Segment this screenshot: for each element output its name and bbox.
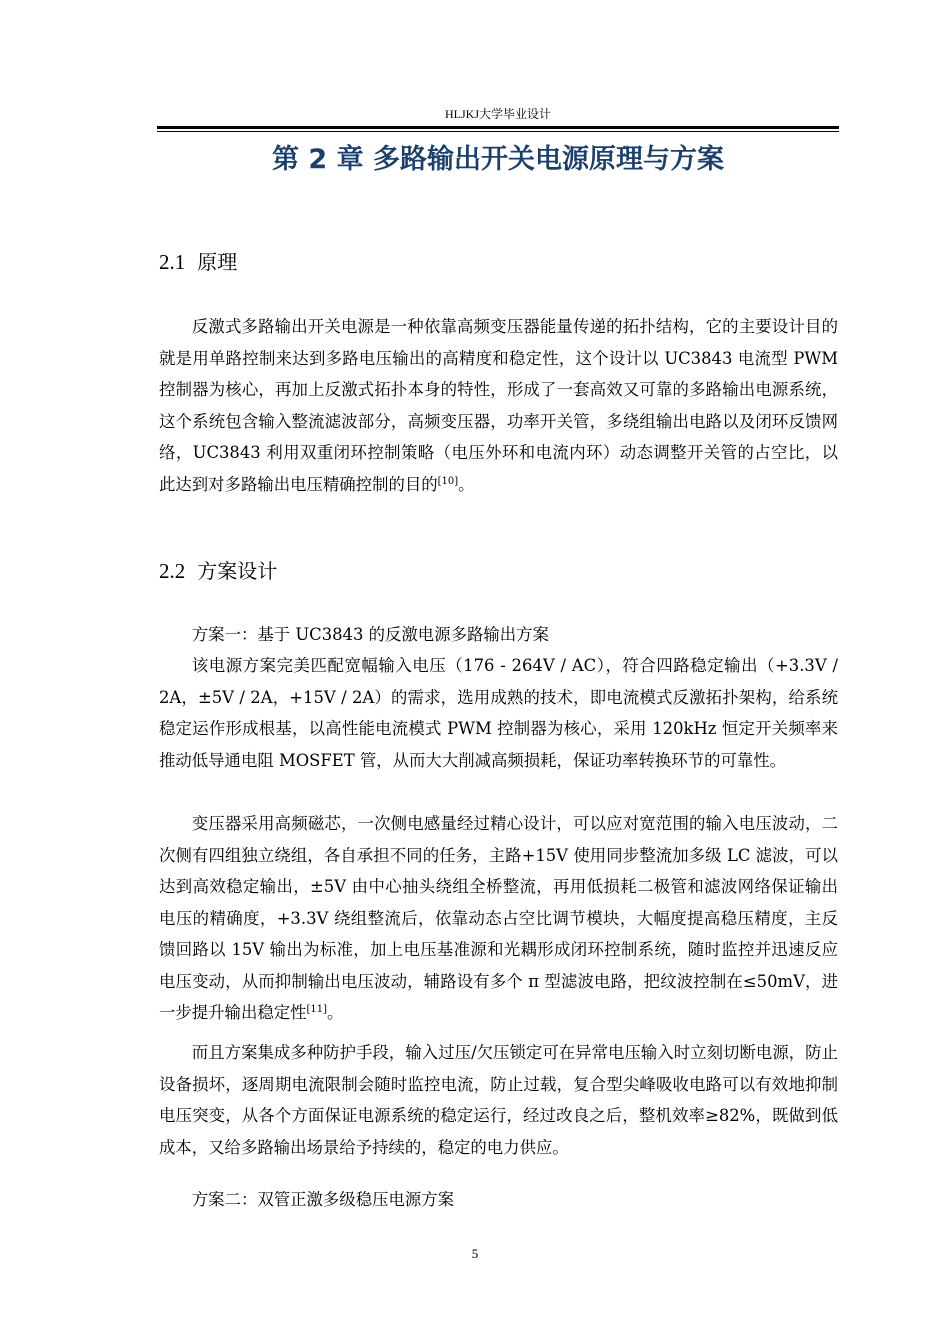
paragraph-text: 反激式多路输出开关电源是一种依靠高频变压器能量传递的拓扑结构，它的主要设计目的就是用单路控制来达到多路电压输出的高精度和稳定性，这个设计以 UC3843 电流型 PWM 控制器为核心，再加上反激式拓扑本身的特性，形成了一套高效又可靠的多路输出电源系统，这个系统包含输入整流滤波部分，高频变压器，功率开关管，多绕组输出电路以及闭环反馈网络，UC3843 利用双重闭环控制策略（电压外环和电流内环）动态调整开关管的占空比，以此达到对多路输出电压精确控制的目的 (159, 317, 838, 494)
citation: [11] (306, 1004, 328, 1015)
page-header: HLJKJ大学毕业设计 (444, 107, 551, 121)
header-rule-thin (157, 131, 839, 132)
scheme-1-title: 方案一：基于 UC3843 的反激电源多路输出方案 (191, 625, 549, 644)
section-title: 方案设计 (197, 559, 278, 583)
paragraph-text: 变压器采用高频磁芯，一次侧电感量经过精心设计，可以应对宽范围的输入电压波动，二次侧有四组独立绕组，各自承担不同的任务，主路+15V 使用同步整流加多级 LC 滤波，可以达到高效稳定输出，±5V 由中心抽头绕组全桥整流，再用低损耗二极管和滤波网络保证输出电压的精确度，+3.3V 绕组整流后，依靠动态占空比调节模块，大幅度提高稳压精度，主反馈回路以 15V 输出为标准，加上电压基准源和光耦形成闭环控制系统，随时监控并迅速反应电压变动，从而抑制输出电压波动，辅路设有多个 π 型滤波电路，把纹波控制在≤50mV，进一步提升输出稳定性 (159, 814, 838, 1022)
header-rule-thick (157, 126, 839, 129)
scheme-1-paragraph-1: 该电源方案完美匹配宽幅输入电压（176 - 264V / AC），符合四路稳定输出（+3.3V / 2A，±5V / 2A，+15V / 2A）的需求，选用成熟的技术，即电流模式反激拓扑架构，给系统稳定运作形成根基，以高性能电流模式 PWM 控制器为核心，采用 120kHz 恒定开关频率来推动低导通电阻 MOSFET 管，从而大大削减高频损耗，保证功率转换环节的可靠性。 (159, 656, 838, 770)
paragraph-end: 。 (458, 474, 475, 494)
section-number: 2.2 (159, 559, 186, 583)
scheme-2-title: 方案二：双管正激多级稳压电源方案 (191, 1190, 455, 1209)
section-heading-2-2 (159, 557, 277, 585)
section-heading-2-1 (159, 248, 237, 276)
citation: [10] (437, 475, 459, 487)
scheme-1-paragraph-2 (159, 808, 838, 1029)
paragraph-end: 。 (327, 1003, 344, 1022)
page-number: 5 (471, 1246, 479, 1261)
chapter-title: 第 2 章 多路输出开关电源原理与方案 (272, 144, 724, 175)
section-number: 2.1 (159, 250, 186, 274)
section-2-1-paragraph (159, 311, 838, 500)
scheme-1-paragraph-3: 而且方案集成多种防护手段，输入过压/欠压锁定可在异常电压输入时立刻切断电源，防止设备损坏，逐周期电流限制会随时监控电流，防止过载，复合型尖峰吸收电路可以有效地抑制电压突变，从各个方面保证电源系统的稳定运行，经过改良之后，整机效率≥82%，既做到低成本，又给多路输出场景给予持续的，稳定的电力供应。 (159, 1043, 838, 1157)
section-title: 原理 (197, 250, 238, 274)
